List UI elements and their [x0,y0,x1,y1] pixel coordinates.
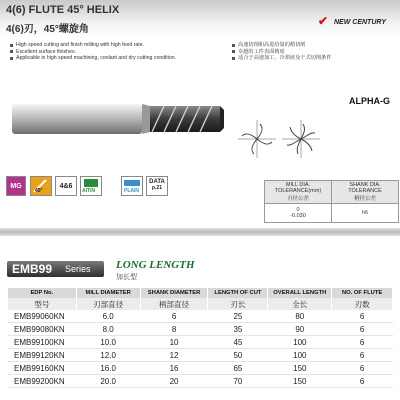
series-code: EMB99 [12,262,53,276]
table-header-row-cn [8,298,393,310]
table-row [8,362,393,375]
feature-item: Applicable in high speed machining, coolant and dry cutting condition. [10,55,185,62]
series-word: Series [65,264,91,274]
shank-tolerance-value: h6 [332,204,399,223]
end-mill-tool-image [10,86,225,156]
flute-count: 6 [332,375,393,388]
badge-data-reference [146,176,168,196]
mill-tolerance-header-en: MILL DIA. TOLERANCE(mm) [274,182,322,194]
table-row [8,323,393,336]
product-table [8,288,393,388]
col-header-shank-diameter: SHANK DIAMETER [140,288,208,298]
col-header-cn: 柄部直径 [140,298,208,310]
tolerance-table [264,180,399,223]
edp-number: EMB99120KN [8,349,76,362]
four-flute-cross-section-icon [236,118,278,160]
overall-length: 150 [268,375,332,388]
mill-diameter: 12.0 [76,349,140,362]
col-header-length-of-cut: LENGTH OF CUT [208,288,268,298]
helix-angle-label: 45° [35,188,43,194]
table-header-row [8,288,393,298]
shank-diameter: 6 [140,310,208,323]
edp-number: EMB99060KN [8,310,76,323]
length-type-subtitle: 加长型 [116,274,137,281]
overall-length: 90 [268,323,332,336]
flute-count: 6 [332,323,393,336]
edp-number: EMB99080KN [8,323,76,336]
mill-diameter: 20.0 [76,375,140,388]
badge-helix [30,176,52,196]
overall-length: 150 [268,362,332,375]
badge-material: MG [6,176,26,196]
feature-item: High speed cutting and finish milling with high feed rate. [10,42,185,49]
feature-item: 卓越的工件表面精度 [232,49,392,56]
shank-tolerance-header-cn: 柄径公差 [353,196,376,202]
product-code: ALPHA-G [349,96,390,106]
flute-count: 6 [332,310,393,323]
col-header-mill-diameter: MILL DIAMETER [76,288,140,298]
feature-item: Excellent surface finishes. [10,49,185,56]
mill-diameter: 6.0 [76,310,140,323]
shank-label: PLAIN [124,188,139,194]
col-header-cn: 刃部直径 [76,298,140,310]
mill-tolerance-value [265,204,332,223]
series-label [7,261,104,277]
col-header-overall-length: OVERALL LENGTH [268,288,332,298]
features-chinese [232,42,392,62]
table-row [8,336,393,349]
shank-diameter: 12 [140,349,208,362]
coating-label: AITiN [82,188,95,194]
shank-diameter: 20 [140,375,208,388]
length-of-cut: 25 [208,310,268,323]
col-header-cn: 刃数 [332,298,393,310]
edp-number: EMB99160KN [8,362,76,375]
coating-icon [84,179,98,187]
mill-tolerance-upper: 0 [296,207,300,213]
feature-item: 高速切削和高进给量的精切削 [232,42,392,49]
table-row [8,375,393,388]
col-header-cn: 全长 [268,298,332,310]
shank-tolerance-header-en: SHANK DIA. TOLERANCE [348,182,382,194]
mill-diameter: 8.0 [76,323,140,336]
flute-count: 6 [332,349,393,362]
features-english [10,42,185,62]
shank-diameter: 16 [140,362,208,375]
brand-name: NEW CENTURY [334,19,386,26]
badge-shank [121,176,143,196]
length-of-cut: 70 [208,375,268,388]
data-label: DATA [149,179,165,185]
flute-count: 6 [332,336,393,349]
six-flute-cross-section-icon [280,118,322,160]
feature-item: 适合于高速加工，冷却液及干式切削条件 [232,55,392,62]
page-subtitle: 4(6)刃，45°螺旋角 [6,24,89,35]
badge-flutes: 4&6 [55,176,77,196]
table-row [8,310,393,323]
length-of-cut: 50 [208,349,268,362]
shank-diameter: 10 [140,336,208,349]
data-page-label: p.21 [151,185,162,191]
mill-diameter: 10.0 [76,336,140,349]
length-type-title: LONG LENGTH [116,259,195,271]
table-row [8,349,393,362]
page-title: 4(6) FLUTE 45° HELIX [6,4,120,16]
flute-count: 6 [332,362,393,375]
brand-mark-icon: ✔ [318,14,329,28]
edp-number: EMB99200KN [8,375,76,388]
brand-logo [318,14,394,32]
col-header-cn: 型号 [8,298,76,310]
mill-diameter: 16.0 [76,362,140,375]
col-header-cn: 刃长 [208,298,268,310]
length-of-cut: 65 [208,362,268,375]
section-divider [0,228,400,236]
mill-tolerance-header [265,181,332,204]
length-of-cut: 45 [208,336,268,349]
edp-number: EMB99100KN [8,336,76,349]
shank-tolerance-header [332,181,399,204]
length-of-cut: 35 [208,323,268,336]
overall-length: 80 [268,310,332,323]
col-header-edp: EDP No. [8,288,76,298]
badge-coating [80,176,102,196]
mill-tolerance-lower: -0.030 [290,213,306,219]
overall-length: 100 [268,349,332,362]
overall-length: 100 [268,336,332,349]
shank-diameter: 8 [140,323,208,336]
mill-tolerance-header-cn: 刃径公差 [286,196,309,202]
col-header-no-of-flute: NO. OF FLUTE [332,288,393,298]
shank-icon [124,180,140,186]
